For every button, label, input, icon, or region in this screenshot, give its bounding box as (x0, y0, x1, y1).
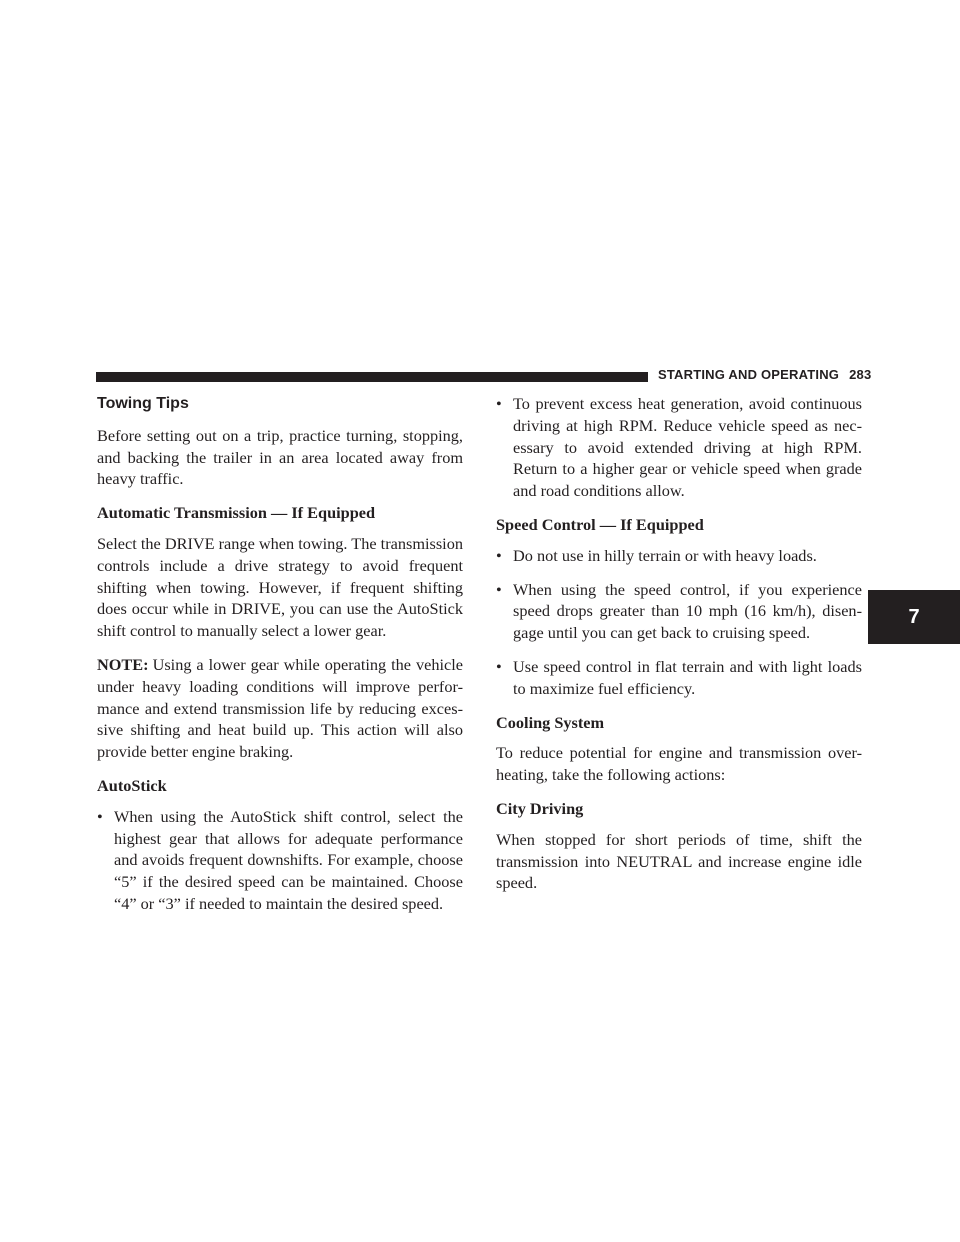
heat-list (496, 393, 862, 502)
towing-tips-heading: Towing Tips (97, 395, 189, 412)
section-title: STARTING AND OPERATING (658, 367, 840, 382)
bullet-icon: • (496, 394, 502, 413)
bullet-icon: • (496, 656, 502, 676)
left-column (97, 393, 463, 927)
bullet-icon: • (496, 579, 502, 599)
list-item-text: To prevent excess heat generation, avoid continuous driving at high RPM. Reduce vehicle speed as nec-essary to avoid extended driving at high RPM. Return to a higher gear or vehicle speed when grade and road conditions allow. (513, 394, 862, 501)
list-item-text: When using the AutoStick shift control, select the highest gear that allows for adequate performance and avoids frequent downshifts. For example, choose “5” if the desired speed can be maintained. Choose “4” or “3” if needed to maintain the desired speed. (114, 806, 463, 913)
speed-control-heading: Speed Control — If Equipped (496, 514, 704, 534)
speed-control-list (496, 545, 862, 700)
note-text: Using a lower gear while operating the vehicle under heavy loading conditions will improve perfor-mance and extend transmission life by reducing exces-sive shifting and heat build up. This action will also provide better engine braking. (97, 654, 463, 762)
chapter-number: 7 (908, 605, 920, 628)
towing-tips-paragraph: Before setting out on a trip, practice turning, stopping, and backing the trailer in an area located away from heavy traffic. (97, 425, 463, 489)
list-item-text: Use speed control in flat terrain and with light loads to maximize fuel efficiency. (513, 656, 862, 698)
right-column (496, 393, 862, 906)
chapter-tab (868, 590, 960, 644)
auto-trans-paragraph: Select the DRIVE range when towing. The transmission controls include a drive strategy to avoid frequent shifting when towing. However, if frequent shifting does occur while in DRIVE, you can use the AutoStick shift control to manually select a lower gear. (97, 533, 463, 641)
list-item (496, 393, 862, 502)
list-item-text: Do not use in hilly terrain or with heavy loads. (513, 545, 817, 565)
running-header (658, 367, 871, 382)
list-item (97, 806, 463, 915)
note-paragraph (97, 654, 463, 763)
cooling-heading: Cooling System (496, 712, 605, 732)
list-item-text: When using the speed control, if you experience speed drops greater than 10 mph (16 km/h), disen-gage until you can get back to cruising speed. (513, 579, 862, 643)
autostick-list (97, 806, 463, 915)
bullet-icon: • (97, 806, 103, 826)
list-item (496, 545, 862, 567)
bullet-icon: • (496, 545, 502, 565)
list-item (496, 579, 862, 644)
list-item (496, 656, 862, 700)
auto-trans-heading: Automatic Transmission — If Equipped (97, 503, 376, 523)
autostick-heading: AutoStick (97, 775, 167, 795)
city-driving-heading: City Driving (496, 798, 584, 818)
page-number: 283 (849, 367, 872, 382)
header-rule (96, 372, 648, 382)
note-label: NOTE: (97, 654, 149, 674)
cooling-paragraph: To reduce potential for engine and transmission over-heating, take the following actions: (496, 743, 862, 785)
city-driving-paragraph: When stopped for short periods of time, shift the transmission into NEUTRAL and increase engine idle speed. (496, 829, 862, 893)
